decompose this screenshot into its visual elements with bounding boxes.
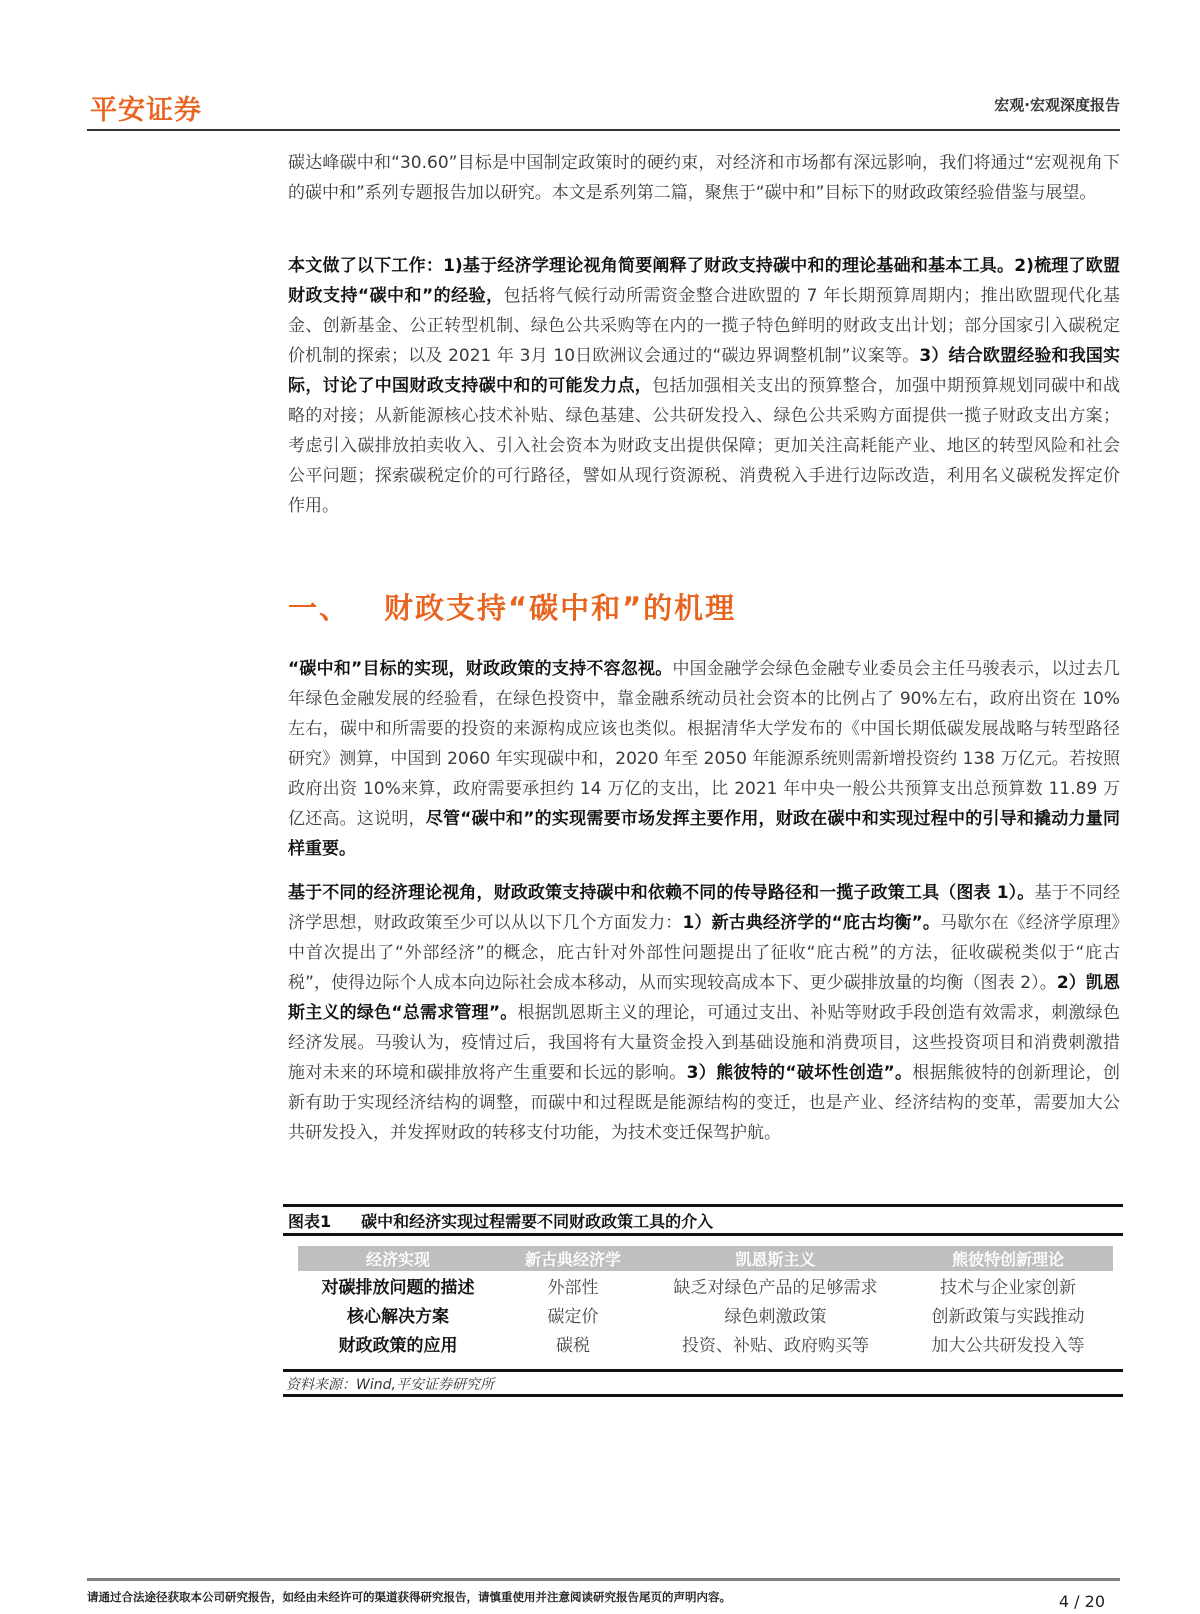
text-segment: 根据熊彼特的创新理论，创新有助于实现经济结构的调整，而碳中和过程既是能源结构的变迁，也是产业、经济结构的变革，需要加大公共研发投入，并发挥财政的转移支付功能，为技术变迁保驾护航。 [288, 1063, 1120, 1143]
table-cell: 对碳排放问题的描述 [321, 1278, 475, 1298]
policy-tools-table [298, 1246, 1113, 1358]
figure-source: 资料来源：Wind,平安证券研究所 [286, 1377, 494, 1393]
table-row [298, 1329, 1113, 1358]
fiscal-support-paragraph [288, 654, 1120, 864]
figure-caption-rule [283, 1233, 1123, 1236]
figure-source-rule [283, 1394, 1123, 1397]
table-header: 凯恩斯主义 [648, 1246, 903, 1271]
text-segment: 包括加强相关支出的预算整合，加强中期预算规划同碳中和战略的对接；从新能源核心技术补贴、绿色基建、公共研发投入、绿色公共采购方面提供一揽子财政支出方案；考虑引入碳排放拍卖收入、引入社会资本为财政支出提供保障；更加关注高耗能产业、地区的转型风险和社会公平问题；探索碳税定价的可行路径，譬如从现行资源税、消费税入手进行边际改造，利用名义碳税发挥定价作用。 [288, 376, 1121, 516]
table-cell: 创新政策与实践推动 [931, 1307, 1085, 1327]
table-cell: 碳税 [556, 1336, 590, 1356]
figure-caption [288, 1209, 713, 1232]
text-segment: 包括将气候行动所需资金整合进欧盟的 7 年长期预算周期内；推出欧盟现代化基金、创新基金、公正转型机制、绿色公共采购等在内的一揽子特色鲜明的财政支出计划；部分国家引入碳税定价机制的探索；以及 2021 年 3月 10日欧洲议会通过的“碳边界调整机制”议案等。 [288, 286, 1120, 366]
bold-text-segment: 3）熊彼特的“破坏性创造”。 [686, 1063, 913, 1083]
bold-text-segment: “碳中和”目标的实现，财政政策的支持不容忽视。 [288, 659, 673, 679]
bold-text-segment: 1）新古典经济学的“庇古均衡”。 [682, 913, 940, 933]
table-cell: 财政政策的应用 [338, 1336, 458, 1356]
table-cell: 碳定价 [547, 1307, 599, 1327]
theory-paragraph [288, 878, 1120, 1148]
text-segment: 碳达峰碳中和“30.60”目标是中国制定政策时的硬约束，对经济和市场都有深远影响，我们将通过“宏观视角下的碳中和”系列专题报告加以研究。本文是系列第二篇，聚焦于“碳中和”目标下的财政政策经验借鉴与展望。 [288, 153, 1120, 203]
table-header: 熊彼特创新理论 [903, 1246, 1113, 1271]
section-number: 一、 [288, 591, 351, 625]
table-cell: 核心解决方案 [347, 1307, 449, 1327]
bold-text-segment: 基于不同的经济理论视角，财政政策支持碳中和依赖不同的传导路径和一揽子政策工具（图表 1）。 [288, 883, 1035, 903]
bold-text-segment: 2）凯恩斯主义的绿色“总需求管理”。 [288, 973, 1120, 1023]
table-row [298, 1300, 1113, 1329]
bold-text-segment: 尽管“碳中和”的实现需要市场发挥主要作用，财政在碳中和实现过程中的引导和撬动力量同样重要。 [288, 809, 1120, 859]
header-divider [87, 129, 1120, 131]
footer-disclaimer: 请通过合法途径获取本公司研究报告，如经由未经许可的渠道获得研究报告，请慎重使用并注意阅读研究报告尾页的声明内容。 [87, 1590, 731, 1604]
table-header-row [298, 1246, 1113, 1271]
table-header: 新古典经济学 [498, 1246, 648, 1271]
table-cell: 加大公共研发投入等 [931, 1336, 1085, 1356]
bold-text-segment: 本文做了以下工作：1)基于经济学理论视角简要阐释了财政支持碳中和的理论基础和基本工具。2)梳理了欧盟财政支持“碳中和”的经验， [288, 256, 1120, 306]
page-number: 4 / 20 [1058, 1592, 1105, 1611]
figure-label: 图表1 [288, 1212, 332, 1231]
text-segment: 马歇尔在《经济学原理》中首次提出了“外部经济”的概念，庇古针对外部性问题提出了征收“庇古税”的方法，征收碳税类似于“庇古税”，使得边际个人成本向边际社会成本移动，从而实现较高成本下、更少碳排放量的均衡（图表 2）。 [288, 913, 1120, 993]
report-category: 宏观·宏观深度报告 [994, 96, 1120, 114]
table-cell: 绿色刺激政策 [724, 1307, 827, 1327]
table-cell: 外部性 [547, 1278, 599, 1298]
bold-text-segment: 3）结合欧盟经验和我国实际，讨论了中国财政支持碳中和的可能发力点， [288, 346, 1121, 396]
text-segment: 中国金融学会绿色金融专业委员会主任马骏表示，以过去几年绿色金融发展的经验看，在绿色投资中，靠金融系统动员社会资本的比例占了 90%左右，政府出资在 10%左右，碳中和所需要的投资的来源构成应该也类似。根据清华大学发布的《中国长期低碳发展战略与转型路径研究》测算，中国到 2060 年实现碳中和，2020 年至 2050 年能源系统则需新增投资约 138 万亿元。若按照政府出资 10%来算，政府需要承担约 14 万亿的支出，比 2021 年中央一般公共预算支出总预算数 11.89 万亿还高。这说明， [288, 659, 1120, 829]
footer-divider [87, 1578, 1120, 1581]
figure-top-rule [283, 1204, 1123, 1207]
text-segment: 根据凯恩斯主义的理论，可通过支出、补贴等财政手段创造有效需求，刺激绿色经济发展。马骏认为，疫情过后，我国将有大量资金投入到基础设施和消费项目，这些投资项目和消费刺激措施对未来的环境和碳排放将产生重要和长远的影响。 [288, 1003, 1120, 1083]
work-summary-paragraph [288, 251, 1120, 521]
figure-bottom-rule [283, 1369, 1123, 1372]
intro-paragraph [288, 148, 1120, 208]
company-logo: 平安证券 [90, 95, 202, 126]
section-heading [288, 586, 736, 627]
table-row [298, 1271, 1113, 1300]
table-cell: 技术与企业家创新 [940, 1278, 1076, 1298]
table-cell: 缺乏对绿色产品的足够需求 [673, 1278, 878, 1298]
text-segment: 基于不同经济学思想，财政政策至少可以从以下几个方面发力： [288, 883, 1121, 933]
table-cell: 投资、补贴、政府购买等 [682, 1336, 869, 1356]
section-title: 财政支持“碳中和”的机理 [384, 591, 737, 625]
table-header: 经济实现 [298, 1246, 498, 1271]
figure-title: 碳中和经济实现过程需要不同财政政策工具的介入 [361, 1212, 714, 1231]
